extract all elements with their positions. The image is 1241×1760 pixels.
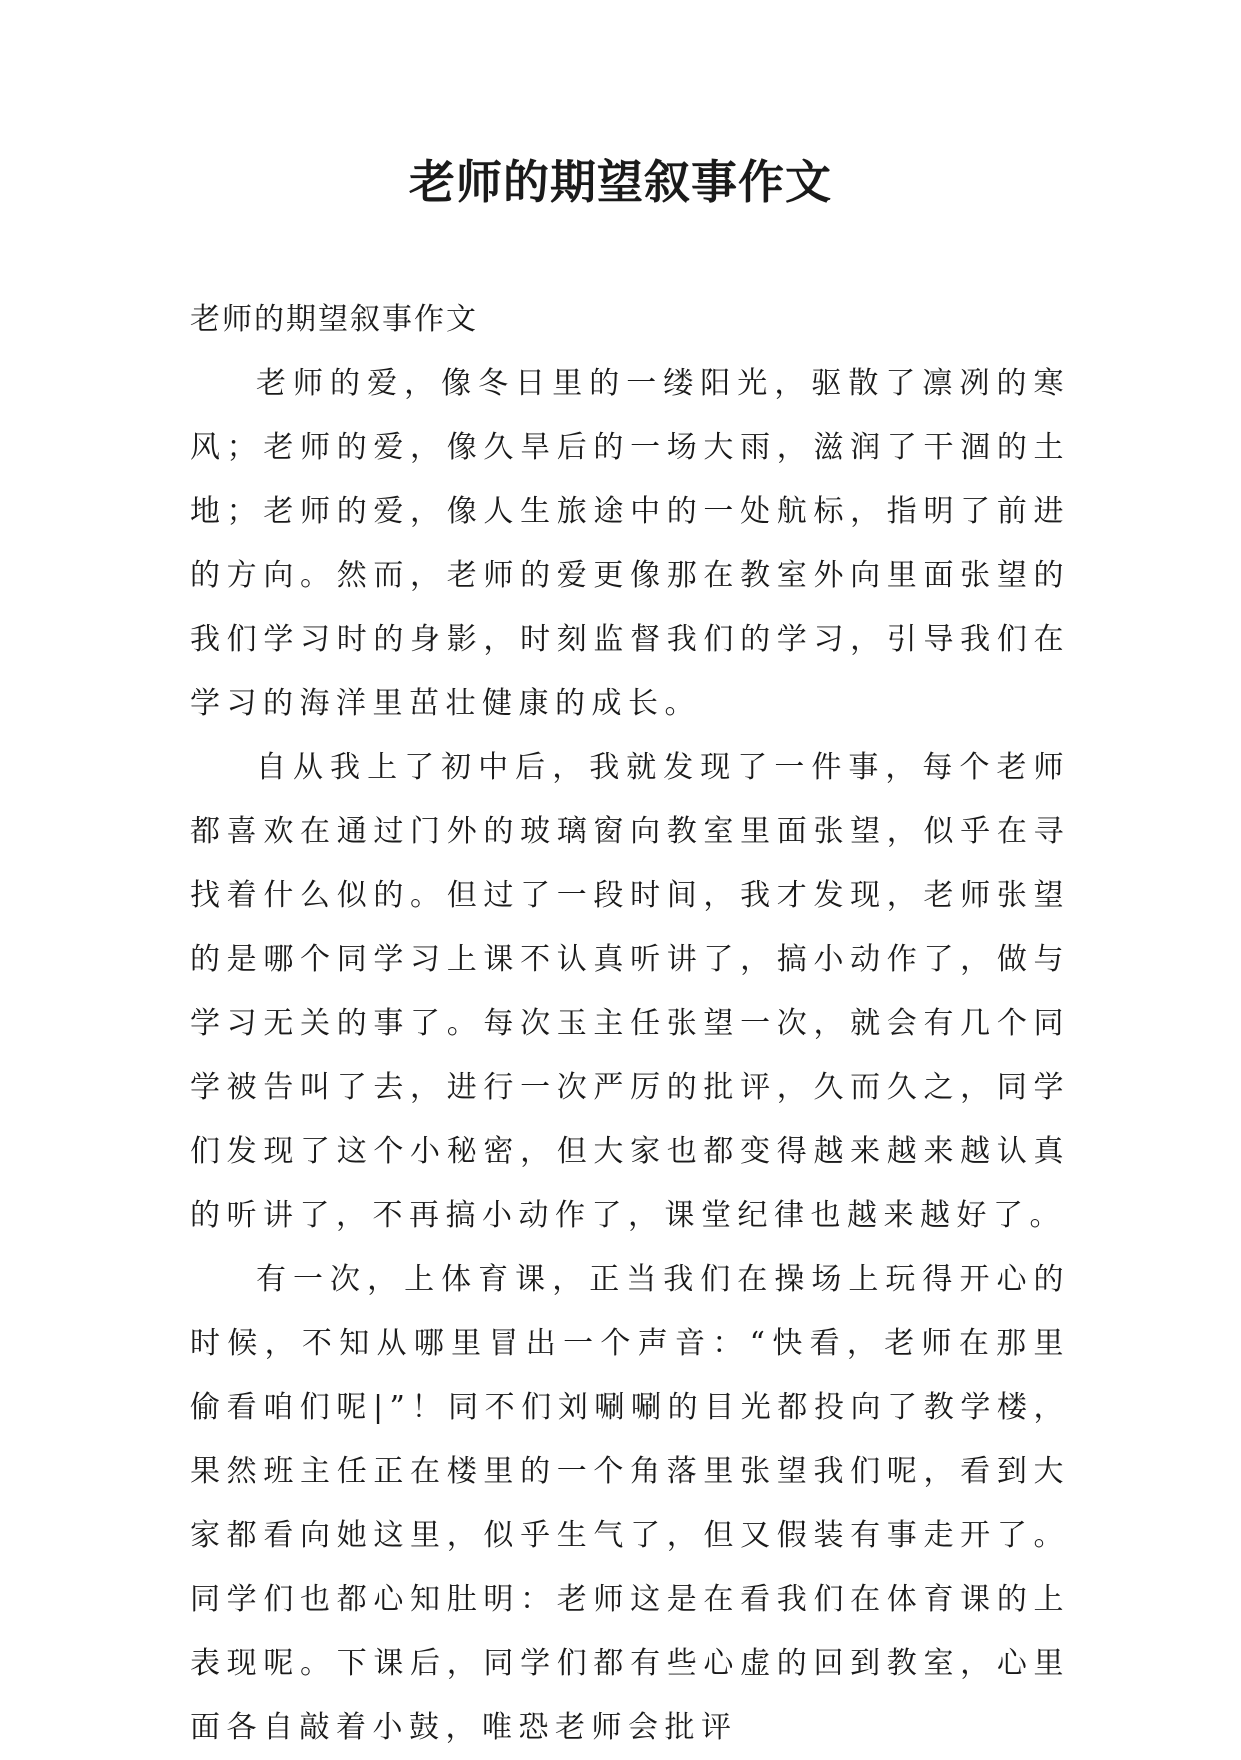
- paragraph: 有一次，上体育课，正当我们在操场上玩得开心的时候，不知从哪里冒出一个声音：“快看，老师在那里偷看咱们呢|”！同不们刘唰唰的目光都投向了教学楼，果然班主任正在楼里的一个角落里张望我们呢，看到大家都看向她这里，似乎生气了，但又假装有事走开了。同学们也都心知肚明：老师这是在看我们在体育课的上表现呢。下课后，同学们都有些心虚的回到教室，心里面各自敲着小鼓，唯恐老师会批评: [190, 1262, 1070, 1745]
- document-title: 老师的期望叙事作文: [409, 155, 832, 209]
- document-subtitle: 老师的期望叙事作文: [190, 302, 478, 337]
- paragraph: 自从我上了初中后，我就发现了一件事，每个老师都喜欢在通过门外的玻璃窗向教室里面张望，似乎在寻找着什么似的。但过了一段时间，我才发现，老师张望的是哪个同学习上课不认真听讲了，搞小动作了，做与学习无关的事了。每次玉主任张望一次，就会有几个同学被告叫了去，进行一次严厉的批评，久而久之，同学们发现了这个小秘密，但大家也都变得越来越来越认真的听讲了，不再搞小动作了，课堂纪律也越来越好了。: [190, 750, 1070, 1233]
- paragraph: 老师的爱，像冬日里的一缕阳光，驱散了凛冽的寒风；老师的爱，像久旱后的一场大雨，滋润了干涸的土地；老师的爱，像人生旅途中的一处航标，指明了前进的方向。然而，老师的爱更像那在教室外向里面张望的我们学习时的身影，时刻监督我们的学习，引导我们在学习的海洋里茁壮健康的成长。: [190, 366, 1070, 721]
- document-body: [190, 288, 1070, 1760]
